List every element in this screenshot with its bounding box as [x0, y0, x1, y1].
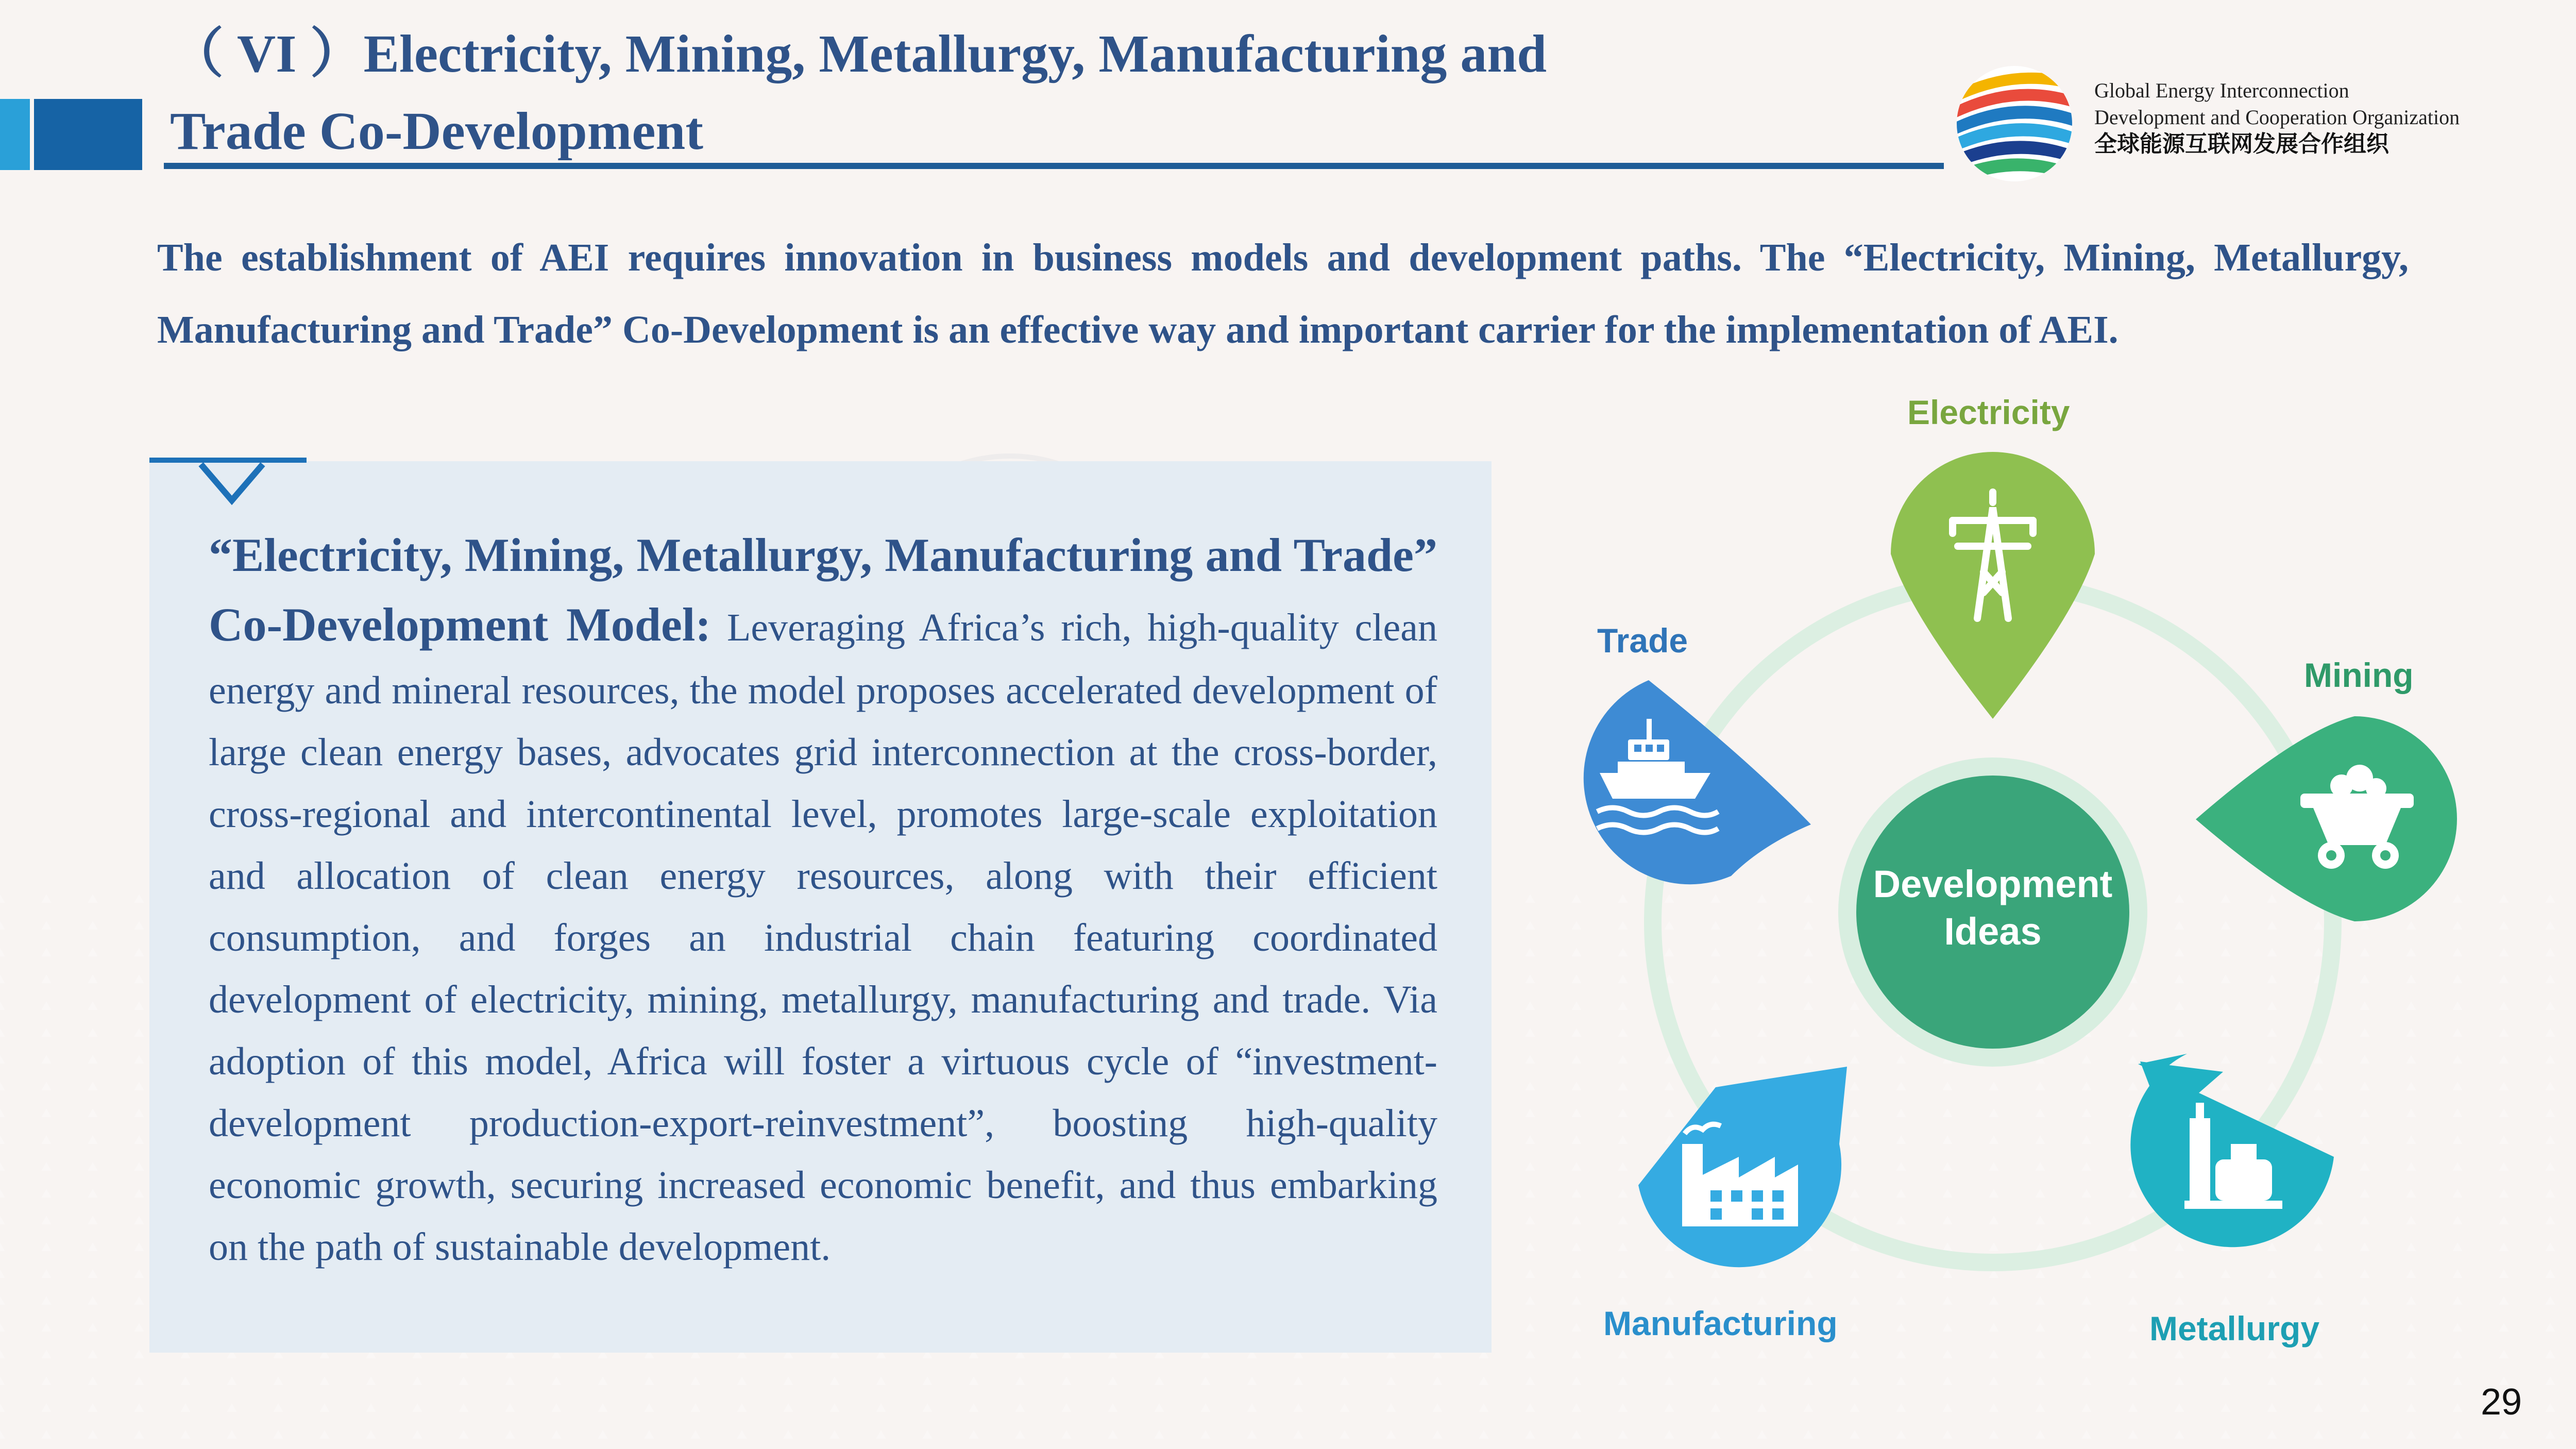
node-trade [1584, 680, 1811, 884]
header-accent-square-dark [34, 99, 142, 170]
node-electricity [1891, 452, 2095, 719]
node-mining [2196, 716, 2457, 921]
node-manufacturing [1638, 1067, 1847, 1267]
label-mining: Mining [2304, 656, 2414, 694]
label-electricity: Electricity [1907, 393, 2070, 431]
slide-title [170, 15, 1947, 170]
title-underline [164, 163, 1944, 169]
organization-name-en-2: Development and Cooperation Organization [2094, 106, 2460, 129]
model-body: Leveraging Africa’s rich, high-quality clean energy and mineral resources, the model proposes accelerated development of large clean energy bases, advocates grid interconnection at the cross-border, cross-regional and intercontinental level, promotes large-scale exploitation and allocation of clean energy resources, along with their efficient consumption, and forges an industrial chain featuring coordinated development of electricity, mining, metallurgy, manufacturing and trade. Via adoption of this model, Africa will foster a virtuous cycle of “investment-development production-export-reinvestment”, boosting high-quality economic growth, securing increased economic benefit, and thus embarking on the path of sustainable development. [209, 606, 1437, 1269]
organization-name [2094, 77, 2558, 158]
center-label [1838, 861, 2147, 955]
header-accent-square-light [0, 99, 30, 170]
geidco-logo-icon [1953, 62, 2076, 186]
intro-paragraph: The establishment of AEI requires innovation in business models and development paths. The “Electricity, Mining, Metallurgy, Manufacturing and Trade” Co-Development is an effective way and important carrier for the implementation of AEI. [157, 236, 2409, 351]
page-number: 29 [2481, 1381, 2522, 1423]
chevron-down-icon [196, 460, 268, 507]
label-metallurgy: Metallurgy [2149, 1309, 2320, 1347]
center-label-line-1: Development [1873, 863, 2113, 905]
center-label-line-2: Ideas [1944, 910, 2042, 953]
slide-title-line-1: （ VI ）Electricity, Mining, Metallurgy, Manufacturing and [170, 24, 1547, 83]
model-title: “Electricity, Mining, Metallurgy, Manufacturing and Trade” Co-Development Model: [209, 529, 1437, 651]
label-trade: Trade [1597, 621, 1688, 660]
model-description [209, 520, 1437, 1278]
slide-title-line-2: Trade Co-Development [170, 102, 703, 161]
label-manufacturing: Manufacturing [1603, 1304, 1838, 1342]
organization-name-en-1: Global Energy Interconnection [2094, 79, 2349, 102]
organization-name-cn: 全球能源互联网发展合作组织 [2094, 131, 2389, 157]
